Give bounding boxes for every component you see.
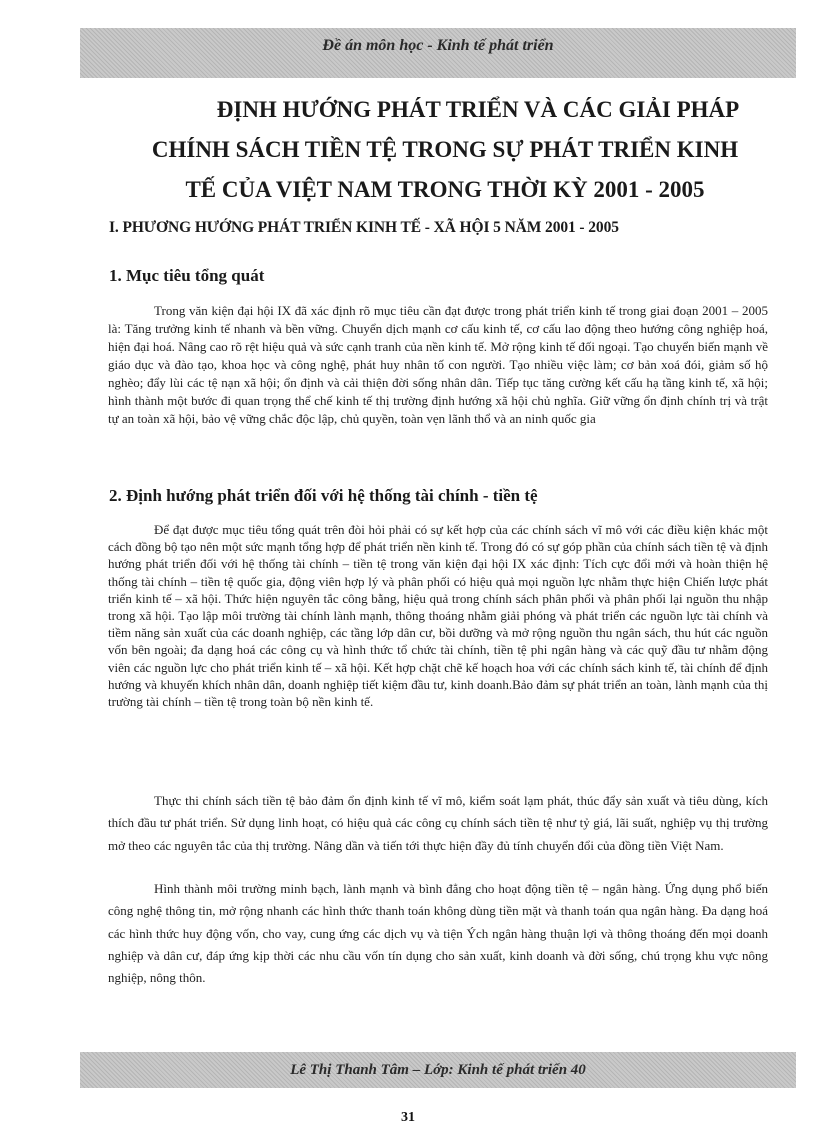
subsection-2-paragraph-2: Thực thi chính sách tiền tệ bảo đảm ổn định kinh tế vĩ mô, kiểm soát lạm phát, thúc đẩy sản xuất và tiêu dùng, kích thích đầu tư phát triển. Sử dụng linh hoạt, có hiệu quả các công cụ chính sách tiền tệ như tỷ giá, lãi suất, nghiệp vụ thị trường mở theo các nguyên tắc của thị trường. Nâng dần và tiến tới thực hiện đầy đủ tính chuyển đổi của đồng tiền Việt Nam.: [108, 793, 768, 853]
title-line-1: ĐỊNH HƯỚNG PHÁT TRIỂN VÀ CÁC GIẢI PHÁP: [216, 97, 740, 122]
footer-banner: [80, 1052, 796, 1088]
header-banner: [80, 28, 796, 78]
page-number: 31: [401, 1110, 415, 1125]
header-text: Đề án môn học - Kinh tế phát triển: [322, 37, 554, 54]
subsection-1-paragraph: Trong văn kiện đại hội IX đã xác định rõ mục tiêu cần đạt được trong phát triển kinh tế trong giai đoạn 2001 – 2005 là: Tăng trưởng kinh tế nhanh và bền vững. Chuyển dịch mạnh cơ cấu kinh tế, cơ cấu lao động theo hướng công nghiệp hoá, hiện đại hoá. Nâng cao rõ rệt hiệu quả và sức cạnh tranh của nền kinh tế. Mở rộng kinh tế đối ngoại. Tạo chuyển biến mạnh về giáo dục và đào tạo, khoa học và công nghệ, phát huy nhân tố con người. Tạo nhiều việc làm; cơ bản xoá đói, giảm số hộ nghèo; đẩy lùi các tệ nạn xã hội; ổn định và cải thiện đời sống nhân dân. Tiếp tục tăng cường kết cấu hạ tầng kinh tế, xã hội; hình thành một bước đi quan trọng thể chế kinh tế thị trường định hướng xã hội chủ nghĩa. Giữ vững ổn định chính trị và trật tự an toàn xã hội, bảo vệ vững chắc độc lập, chủ quyền, toàn vẹn lãnh thổ và an ninh quốc gia: [108, 303, 768, 426]
subsection-1-heading: 1. Mục tiêu tổng quát: [109, 266, 265, 285]
section-i-heading: I. PHƯƠNG HƯỚNG PHÁT TRIỂN KINH TẾ - XÃ HỘI 5 NĂM 2001 - 2005: [109, 219, 619, 236]
title-line-3: TẾ CỦA VIỆT NAM TRONG THỜI KỲ 2001 - 2005: [185, 177, 705, 202]
subsection-2-paragraph-1: Để đạt được mục tiêu tổng quát trên đòi hỏi phải có sự kết hợp của các chính sách vĩ mô với các điều kiện khác một cách đồng bộ tạo nên một sức mạnh tổng hợp để phát triển nền kinh tế. Trong đó có sự góp phần của chính sách tiền tệ và định hướng phát triển đối với hệ thống tài chính – tiền tệ trong văn kiện đại hội IX xác định: Tích cực đổi mới và hoàn thiện hệ thống tài chính – tiền tệ quốc gia, động viên hợp lý và phân phối có hiệu quả mọi nguồn lực nhằm thực hiện Chiến lược phát triển kinh tế – xã hội. Thức hiện nguyên tắc công bằng, hiệu quả trong chính sách phân phối và phân phối lại nguồn thu nhập trong xã hội. Tạo lập môi trường tài chính lành mạnh, thông thoáng nhằm giải phóng và phát triển các nguồn lực tài chính và tiềm năng sản xuất của các doanh nghiệp, các tầng lớp dân cư, bồi dưỡng và mở rộng nguồn thu ngân sách, thu hút các nguồn vốn bên ngoài; đa dạng hoá các công cụ và hình thức tổ chức tài chính, tiền tệ phi ngân hàng và các quỹ đầu tư nhằm động viên các nguồn lực cho phát triển kinh tế – xã hội. Kết hợp chặt chẽ kế hoạch hoa với các chính sách kinh tế, tài chính để định hướng và khuyến khích nhân dân, doanh nghiệp tiết kiệm đầu tư, kinh doanh.Bảo đảm sự phát triển an toàn, lành mạnh của thị trường tài chính – tiền tệ trong toàn bộ nền kinh tế.: [108, 522, 768, 710]
title-line-2: CHÍNH SÁCH TIỀN TỆ TRONG SỰ PHÁT TRIỂN KINH: [151, 137, 739, 162]
footer-text: Lê Thị Thanh Tâm – Lớp: Kinh tế phát triển 40: [290, 1062, 586, 1078]
subsection-2-heading: 2. Định hướng phát triển đối với hệ thống tài chính - tiền tệ: [109, 486, 538, 505]
subsection-2-paragraph-3: Hình thành môi trường minh bạch, lành mạnh và bình đẳng cho hoạt động tiền tệ – ngân hàng. Ứng dụng phổ biến công nghệ thông tin, mở rộng nhanh các hình thức thanh toán không dùng tiền mặt và thanh toán qua ngân hàng. Đa dạng hoá các hình thức huy động vốn, cho vay, cung ứng các dịch vụ và tiện Ých ngân hàng thuận lợi và thông thoáng đến mọi doanh nghiệp và dân cư, đáp ứng kịp thời các nhu cầu vốn tín dụng cho sản xuất, kinh doanh và đời sống, chú trọng khu vực nông nghiệp, nông thôn.: [108, 881, 768, 986]
document-title: [100, 90, 790, 210]
